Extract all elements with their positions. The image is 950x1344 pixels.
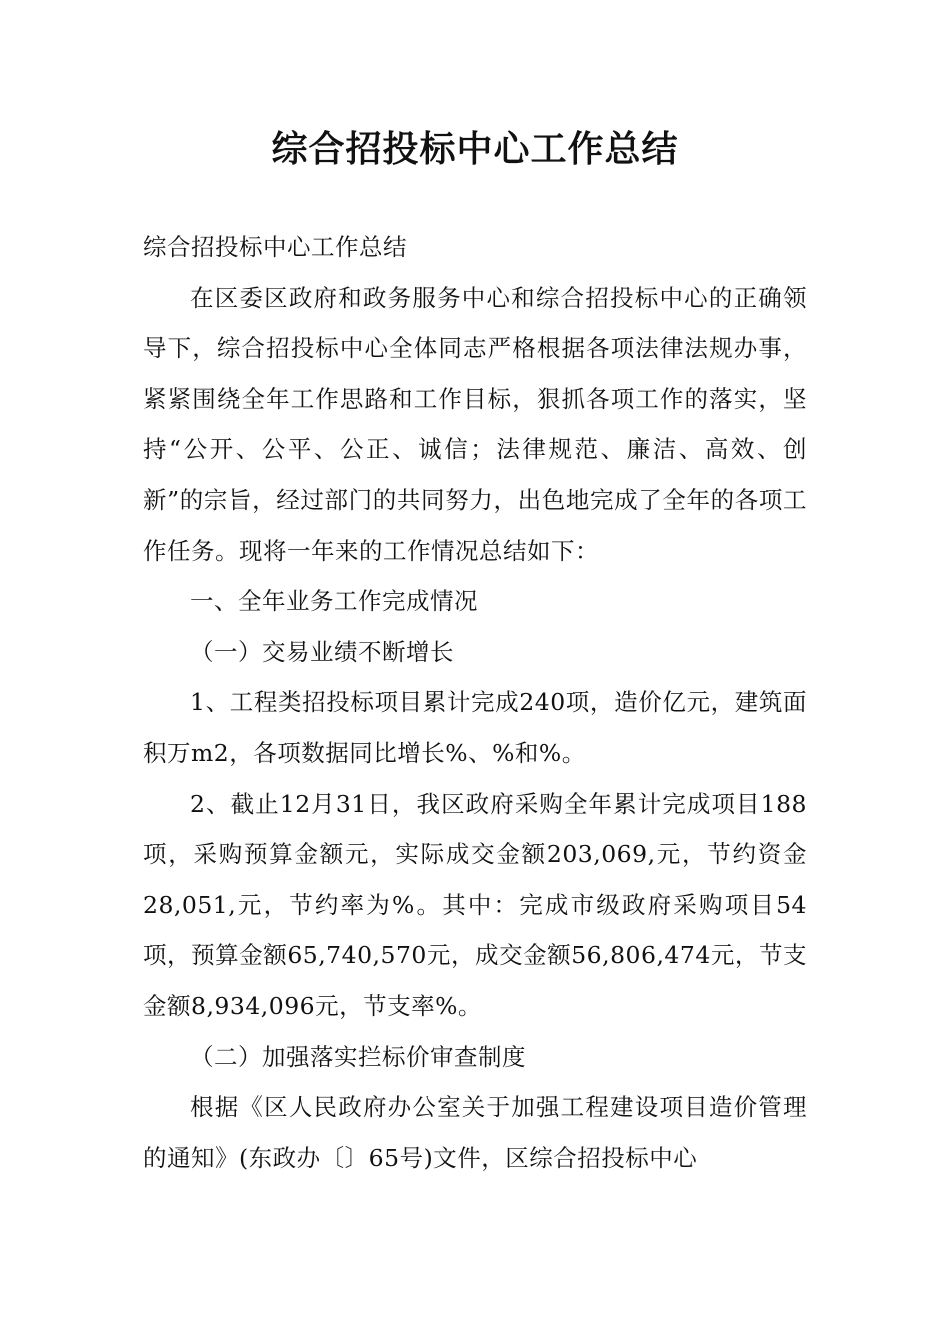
item-paragraph: 2、截止12月31日，我区政府采购全年累计完成项目188项，采购预算金额元，实际成交金额203,069,元，节约资金28,051,元，节约率为%。其中：完成市级政府采购项目54项，预算金额65,740,570元，成交金额56,806,474元，节支金额8,934,096元，节支率%。 [143, 789, 807, 1020]
intro-paragraph: 在区委区政府和政务服务中心和综合招投标中心的正确领导下，综合招投标中心全体同志严格根据各项法律法规办事，紧紧围绕全年工作思路和工作目标，狠抓各项工作的落实，坚持“公开、公平、公正、诚信；法律规范、廉洁、高效、创新”的宗旨，经过部门的共同努力，出色地完成了全年的各项工作任务。现将一年来的工作情况总结如下： [143, 283, 807, 565]
document-title: 综合招投标中心工作总结 [271, 129, 679, 170]
subsection-heading: （二）加强落实拦标价审查制度 [190, 1042, 526, 1071]
section-heading: 一、全年业务工作完成情况 [190, 587, 478, 616]
document-body [143, 222, 807, 1183]
item-paragraph: 1、工程类招投标项目累计完成240项，造价亿元，建筑面积万m2，各项数据同比增长%、%和%。 [143, 688, 807, 767]
subtitle-paragraph: 综合招投标中心工作总结 [143, 233, 407, 261]
subsection-heading: （一）交易业绩不断增长 [190, 637, 454, 666]
body-paragraph: 根据《区人民政府办公室关于加强工程建设项目造价管理的通知》(东政办〔〕65号)文件，区综合招投标中心 [143, 1093, 807, 1172]
